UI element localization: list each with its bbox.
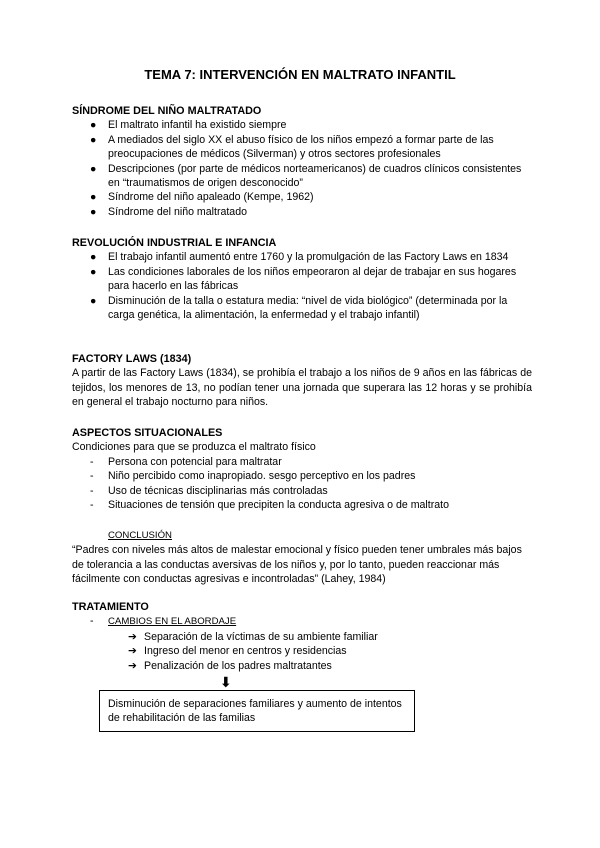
conclusion-label-row (72, 528, 532, 543)
dash-mark: - (90, 455, 94, 468)
arrow-list (72, 630, 532, 673)
aspectos-intro: Condiciones para que se produzca el maltrato físico (72, 441, 316, 454)
list-item-text: Niño percibido como inapropiado. sesgo perceptivo en los padres (108, 470, 416, 483)
dash-mark: - (90, 615, 94, 628)
list-item (72, 162, 532, 191)
bullet-mark: ● (90, 133, 97, 146)
bullet-mark: ● (90, 251, 97, 264)
list-item-text: A mediados del siglo XX el abuso físico de los niños empezó a formar parte de las preocupaciones de médicos (Silverman) y otros sectores profesionales (108, 133, 494, 161)
section-revolucion (72, 236, 532, 322)
list-item (72, 498, 532, 512)
bullet-mark: ● (90, 294, 97, 307)
list-item-text: Persona con potencial para maltratar (108, 455, 282, 468)
section-heading: ASPECTOS SITUACIONALES (72, 427, 223, 439)
section-factory-laws (72, 352, 532, 410)
list-item-text: El maltrato infantil ha existido siempre (108, 119, 287, 132)
arrow-right-icon: ➔ (128, 630, 137, 643)
arrow-right-icon: ➔ (128, 645, 137, 658)
factory-laws-paragraph: A partir de las Factory Laws (1834), se prohibía el trabajo a los niños de 9 años en las fábricas de tejidos, los menores de 13, no podían tener una jornada que superara las 12 horas y se prohibía en general el trabajo nocturno para niños. (72, 367, 532, 409)
list-item (72, 133, 532, 162)
bullet-mark: ● (90, 119, 97, 132)
list-item-text: El trabajo infantil aumentó entre 1760 y la promulgación de las Factory Laws en 1834 (108, 251, 509, 264)
list-item-text: Separación de la víctimas de su ambiente familiar (144, 630, 378, 643)
list-item-text: Situaciones de tensión que precipiten la conducta agresiva o de maltrato (108, 499, 449, 512)
list-item-text: Disminución de la talla o estatura media: “nivel de vida biológico” (determinada por la carga genética, la alimentación, la enfermedad y el trabajo infantil) (108, 294, 508, 322)
abordaje-label: CAMBIOS EN EL ABORDAJE (108, 616, 237, 628)
bullet-mark: ● (90, 191, 97, 204)
list-item-text: Descripciones (por parte de médicos norteamericanos) de cuadros clínicos consistentes en “traumatismos de origen desconocido” (108, 162, 522, 190)
arrow-down-icon: ⬇ (220, 674, 232, 690)
list-item (72, 614, 532, 629)
dash-mark: - (90, 499, 94, 512)
page-title: TEMA 7: INTERVENCIÓN EN MALTRATO INFANTIL (144, 67, 456, 82)
list-item (72, 265, 532, 294)
list-item-text: Síndrome del niño maltratado (108, 205, 247, 218)
result-box (99, 690, 415, 732)
section-heading: REVOLUCIÓN INDUSTRIAL E INFANCIA (72, 237, 277, 249)
list-item (72, 644, 532, 658)
section-aspectos (72, 426, 532, 512)
section-heading: FACTORY LAWS (1834) (72, 353, 192, 365)
list-item-text: Ingreso del menor en centros y residencias (144, 645, 347, 658)
list-item-text: Uso de técnicas disciplinarias más controladas (108, 484, 328, 497)
section-heading: SÍNDROME DEL NIÑO MALTRATADO (72, 105, 262, 117)
list-item (72, 484, 532, 498)
list-item (72, 659, 532, 673)
section-sindrome (72, 104, 532, 219)
list-item (72, 250, 532, 264)
section-tratamiento (72, 600, 532, 673)
bullet-mark: ● (90, 205, 97, 218)
dash-list (72, 455, 532, 513)
bullet-list (72, 250, 532, 322)
arrow-right-icon: ➔ (128, 659, 137, 672)
list-item-text: Penalización de los padres maltratantes (144, 659, 332, 672)
conclusion-text: “Padres con niveles más altos de malestar emocional y físico pueden tener umbrales más bajos de tolerancia a las conductas aversivas de los niños y, por lo tanto, pueden reaccionar más fácilmente con conductas agresivas e incontroladas” (Lahey, 1984) (72, 544, 522, 586)
list-item-text: Las condiciones laborales de los niños empeoraron al dejar de trabajar en sus hogares para hacerlo en las fábricas (108, 265, 517, 293)
list-item (72, 469, 532, 483)
dash-list (72, 614, 532, 629)
result-box-text: Disminución de separaciones familiares y aumento de intentos de rehabilitación de las familias (108, 698, 402, 725)
section-heading: TRATAMIENTO (72, 601, 149, 613)
bullet-mark: ● (90, 265, 97, 278)
list-item (72, 455, 532, 469)
list-item (72, 205, 532, 219)
list-item (72, 118, 532, 132)
list-item (72, 294, 532, 323)
conclusion-label: CONCLUSIÓN (108, 530, 172, 541)
bullet-list (72, 118, 532, 219)
list-item-text: Síndrome del niño apaleado (Kempe, 1962) (108, 191, 314, 204)
conclusion-block (72, 528, 532, 587)
list-item (72, 190, 532, 204)
list-item (72, 630, 532, 644)
dash-mark: - (90, 470, 94, 483)
bullet-mark: ● (90, 162, 97, 175)
dash-mark: - (90, 484, 94, 497)
